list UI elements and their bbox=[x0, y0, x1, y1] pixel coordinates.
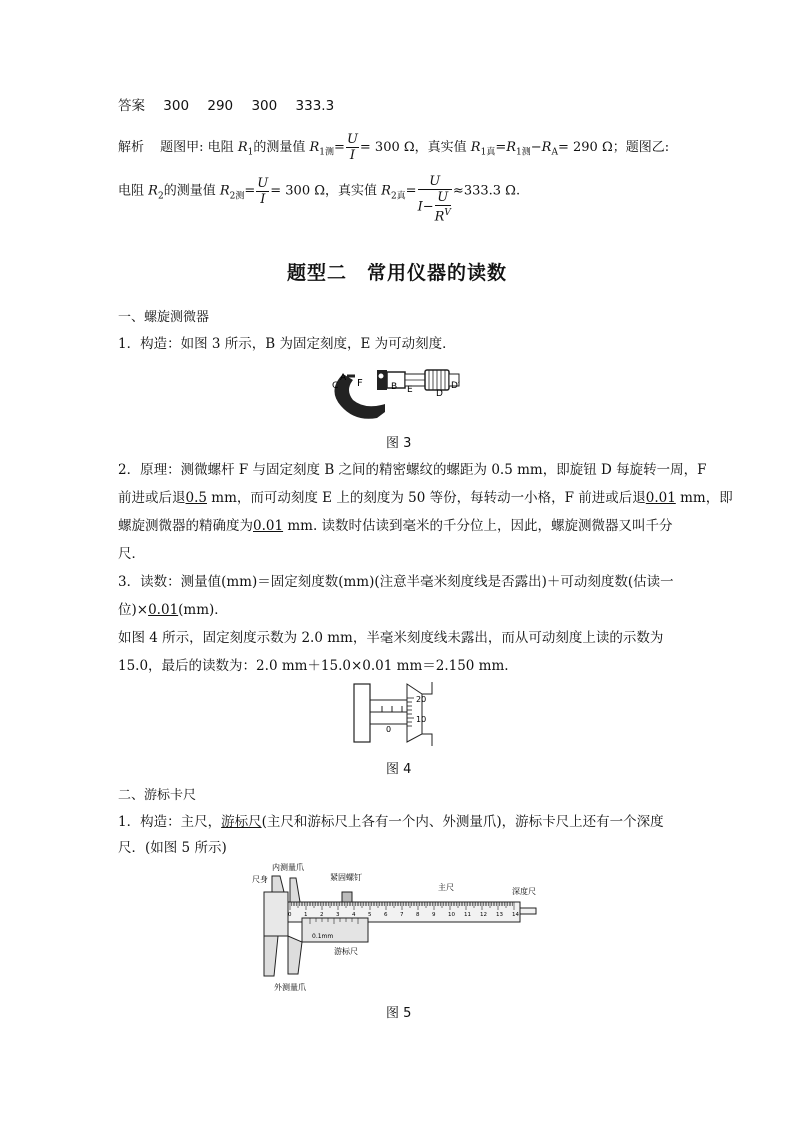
section-title: 题型二 常用仪器的读数 bbox=[286, 262, 507, 284]
fig3-label-d-prime: D′ bbox=[451, 381, 460, 391]
main-scale-label: 12 bbox=[480, 912, 487, 918]
fig5-label-body: 尺身 bbox=[252, 875, 268, 884]
analysis-line-1: 解析 题图甲: 电阻 $R_1$的测量值 $R_{1测}=$ $\frac{U}{I}$ = 300 Ω，真实值 $R_{1真}=R_{1测}-R_A= 290$ Ω；题图乙: bbox=[118, 132, 670, 163]
fig4-label-20: 20 bbox=[416, 695, 427, 704]
answer-label: 答案 bbox=[118, 98, 145, 114]
part1-item1: 1．构造：如图 3 所示，B 为固定刻度，E 为可动刻度． bbox=[118, 336, 456, 352]
part1-item2-line2 bbox=[118, 488, 733, 508]
underlined-answer: 0.01 bbox=[148, 602, 179, 618]
micrometer-reading-figure bbox=[352, 680, 442, 750]
main-scale-label: 13 bbox=[496, 912, 503, 918]
part1-item2-line1: 2．原理：测微螺杆 F 与固定刻度 B 之间的精密螺纹的螺距为 0.5 mm，即旋钮 D 每旋转一周，F bbox=[118, 462, 707, 478]
main-scale-label: 6 bbox=[384, 912, 388, 918]
part2-heading: 二、游标卡尺 bbox=[118, 788, 197, 803]
vernier-caliper-figure bbox=[250, 858, 550, 998]
main-scale-label: 2 bbox=[320, 912, 324, 918]
text: (mm)． bbox=[178, 602, 228, 618]
fig5-label-depth: 深度尺 bbox=[512, 887, 536, 896]
analysis-label: 解析 bbox=[118, 140, 145, 155]
main-scale-label: 1 bbox=[304, 912, 308, 918]
part1-item2-line4: 尺． bbox=[118, 546, 145, 562]
analysis-text: = 300 Ω，真实值 bbox=[270, 183, 377, 199]
main-scale-label: 14 bbox=[512, 912, 519, 918]
main-scale-label: 11 bbox=[464, 912, 471, 918]
text: 位)× bbox=[118, 602, 149, 618]
text: 螺旋测微器的精确度为 bbox=[118, 518, 253, 534]
fig3-label-f: F bbox=[357, 378, 363, 389]
underlined-answer: 0.01 bbox=[645, 490, 676, 506]
part1-example-line2: 15.0，最后的读数为：2.0 mm＋15.0×0.01 mm＝2.150 mm. bbox=[118, 658, 509, 674]
fig3-label-e: E bbox=[407, 385, 413, 395]
fig3-label-a: A bbox=[340, 373, 347, 383]
part1-item2-line3 bbox=[118, 516, 673, 536]
text: mm，而可动刻度 E 上的刻度为 50 等份，每转动一小格，F 前进或后退 bbox=[206, 490, 646, 506]
fig5-label-vernier: 游标尺 bbox=[334, 947, 358, 956]
fig4-label-10: 10 bbox=[416, 715, 427, 724]
answer-value-3: 300 bbox=[251, 98, 278, 114]
fig5-label-main-scale: 主尺 bbox=[438, 883, 454, 892]
analysis-text: = 300 Ω，真实值 bbox=[359, 140, 467, 155]
text: mm，即 bbox=[675, 490, 733, 506]
text: mm. 读数时估读到毫米的千分位上，因此，螺旋测微器又叫千分 bbox=[283, 518, 673, 534]
fig5-label-unit: 0.1mm bbox=[312, 933, 334, 940]
fig3-caption: 图 3 bbox=[386, 436, 412, 451]
main-scale-label: 3 bbox=[336, 912, 340, 918]
analysis-text: 电阻 bbox=[118, 183, 145, 199]
main-scale-label: 7 bbox=[400, 912, 404, 918]
fig3-label-b: B bbox=[391, 382, 398, 392]
answer-line bbox=[118, 96, 348, 116]
fig5-caption: 图 5 bbox=[386, 1006, 412, 1021]
analysis-text: = 290 Ω；题图乙: bbox=[557, 140, 670, 155]
part1-item3-line1: 3．读数：测量值(mm)＝固定刻度数(mm)(注意半毫米刻度线是否露出)＋可动刻度数(估读一 bbox=[118, 574, 674, 590]
fig4-caption: 图 4 bbox=[386, 762, 412, 777]
text: 1．构造：主尺， bbox=[118, 814, 222, 830]
fig5-label-outer-jaw: 外测量爪 bbox=[274, 983, 306, 992]
fig5-label-inner-jaw: 内测量爪 bbox=[272, 863, 304, 872]
main-scale-label: 9 bbox=[432, 912, 436, 918]
answer-value-4: 333.3 bbox=[295, 98, 335, 114]
analysis-text: 的测量值 bbox=[163, 183, 216, 199]
fig5-label-screw: 紧固螺钉 bbox=[330, 873, 362, 882]
main-scale-label: 8 bbox=[416, 912, 420, 918]
underlined-answer: 0.01 bbox=[253, 518, 284, 534]
analysis-line-2: 电阻 $R_2$的测量值 $R_{2测}=$ $\frac{U}{I}$ = 300 Ω，真实值 $R_{2真}=$ U I− $\frac{U}{R^V}$ ≈333.3 Ω. bbox=[118, 174, 521, 225]
underlined-answer: 游标尺 bbox=[221, 814, 262, 830]
part2-item1-line2: 尺．(如图 5 所示) bbox=[118, 840, 227, 856]
part1-heading: 一、螺旋测微器 bbox=[118, 310, 210, 325]
part1-example-line1: 如图 4 所示，固定刻度示数为 2.0 mm，半毫米刻度线未露出，而从可动刻度上读的示数为 bbox=[118, 630, 664, 646]
micrometer-figure bbox=[325, 360, 475, 428]
main-scale-label: 10 bbox=[448, 912, 455, 918]
underlined-answer: 0.5 bbox=[185, 490, 207, 506]
answer-value-2: 290 bbox=[207, 98, 234, 114]
main-scale-label: 4 bbox=[352, 912, 356, 918]
text: (主尺和游标尺上各有一个内、外测量爪)，游标卡尺上还有一个深度 bbox=[261, 814, 664, 830]
fig3-label-d: D bbox=[436, 389, 443, 399]
text: 前进或后退 bbox=[118, 490, 186, 506]
part2-item1-line1 bbox=[118, 812, 664, 832]
main-scale-label: 0 bbox=[288, 912, 292, 918]
analysis-text: 的测量值 bbox=[253, 140, 306, 155]
analysis-text: 题图甲: 电阻 bbox=[160, 140, 234, 155]
fig4-label-0: 0 bbox=[386, 725, 392, 734]
fig3-label-c: C bbox=[332, 381, 339, 391]
main-scale-label: 5 bbox=[368, 912, 372, 918]
answer-value-1: 300 bbox=[163, 98, 190, 114]
part1-item3-line2 bbox=[118, 600, 228, 620]
analysis-text: ≈333.3 Ω. bbox=[452, 183, 521, 199]
